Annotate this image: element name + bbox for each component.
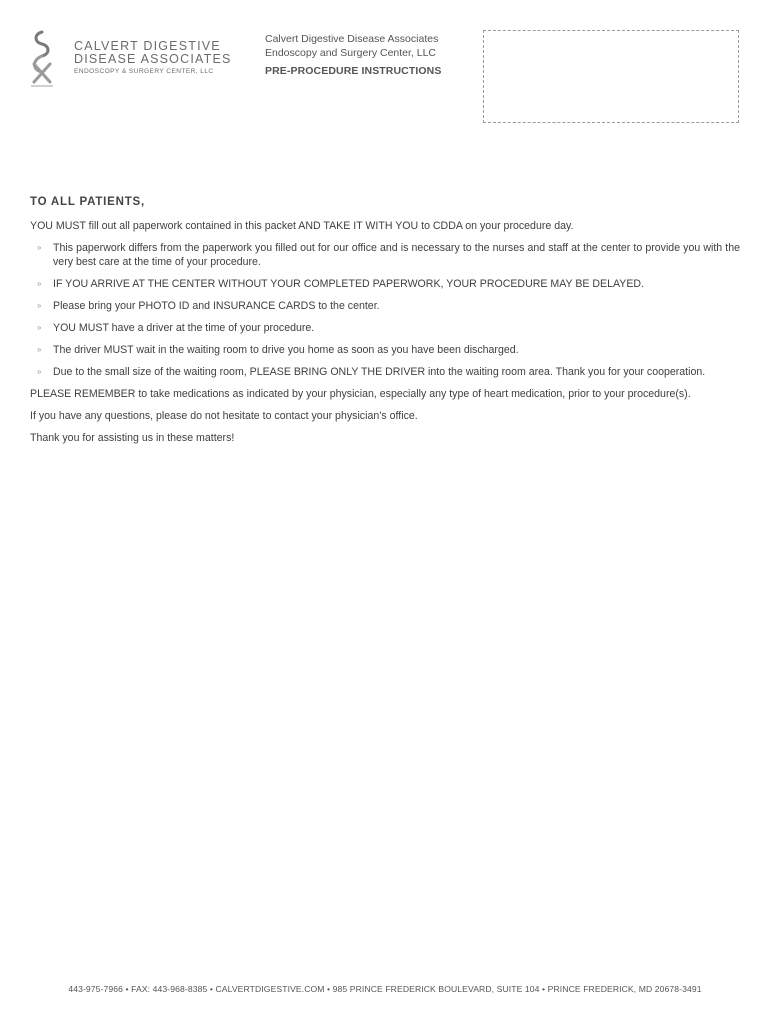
logo-line-1: CALVERT DIGESTIVE — [74, 39, 221, 53]
list-item — [30, 299, 740, 313]
org-name-line-2: Endoscopy and Surgery Center, LLC — [265, 47, 437, 59]
bullet-icon: » — [37, 345, 42, 354]
caduceus-logo-icon — [28, 30, 64, 90]
instruction-list — [30, 241, 740, 379]
bullet-icon: » — [37, 243, 42, 252]
list-item — [30, 241, 740, 269]
intro-paragraph: YOU MUST fill out all paperwork contained in this packet AND TAKE IT WITH YOU to CDDA on your procedure day. — [30, 220, 574, 232]
company-logo — [28, 30, 243, 90]
bullet-icon: » — [37, 323, 42, 332]
bullet-icon: » — [37, 301, 42, 310]
document-title: PRE-PROCEDURE INSTRUCTIONS — [265, 65, 442, 77]
list-item-text: Please bring your PHOTO ID and INSURANCE CARDS to the center. — [53, 300, 380, 312]
instructions-body — [30, 195, 740, 453]
logo-line-3: ENDOSCOPY & SURGERY CENTER, LLC — [74, 68, 214, 75]
footer-contact-info: 443-975-7966 • FAX: 443-968-8385 • CALVERTDIGESTIVE.COM • 985 PRINCE FREDERICK BOULEVARD, SUITE 104 • PRINCE FREDERICK, MD 20678-3491 — [68, 984, 702, 994]
list-item-text: IF YOU ARRIVE AT THE CENTER WITHOUT YOUR COMPLETED PAPERWORK, YOUR PROCEDURE MAY BE DELAYED. — [53, 278, 645, 290]
list-item — [30, 343, 740, 357]
list-item-text: Due to the small size of the waiting room, PLEASE BRING ONLY THE DRIVER into the waiting room area. Thank you for your cooperation. — [53, 366, 706, 378]
list-item-text: The driver MUST wait in the waiting room to drive you home as soon as you have been discharged. — [53, 344, 519, 356]
questions-paragraph: If you have any questions, please do not hesitate to contact your physician’s office. — [30, 410, 418, 422]
thanks-paragraph: Thank you for assisting us in these matters! — [30, 432, 235, 444]
logo-line-2: DISEASE ASSOCIATES — [74, 52, 232, 66]
list-item — [30, 321, 740, 335]
list-item — [30, 277, 740, 291]
label-placeholder-box — [483, 30, 739, 123]
greeting: TO ALL PATIENTS, — [30, 196, 146, 208]
list-item-text: YOU MUST have a driver at the time of your procedure. — [53, 322, 315, 334]
bullet-icon: » — [37, 279, 42, 288]
list-item-text: This paperwork differs from the paperwork you filled out for our office and is necessary to the nurses and staff at the center to provide you with the very best care at the time of your procedure. — [53, 242, 740, 268]
document-header — [265, 32, 441, 78]
remember-paragraph: PLEASE REMEMBER to take medications as indicated by your physician, especially any type of heart medication, prior to your procedure(s). — [30, 388, 691, 400]
bullet-icon: » — [37, 367, 42, 376]
list-item — [30, 365, 740, 379]
org-name-line-1: Calvert Digestive Disease Associates — [265, 33, 439, 45]
